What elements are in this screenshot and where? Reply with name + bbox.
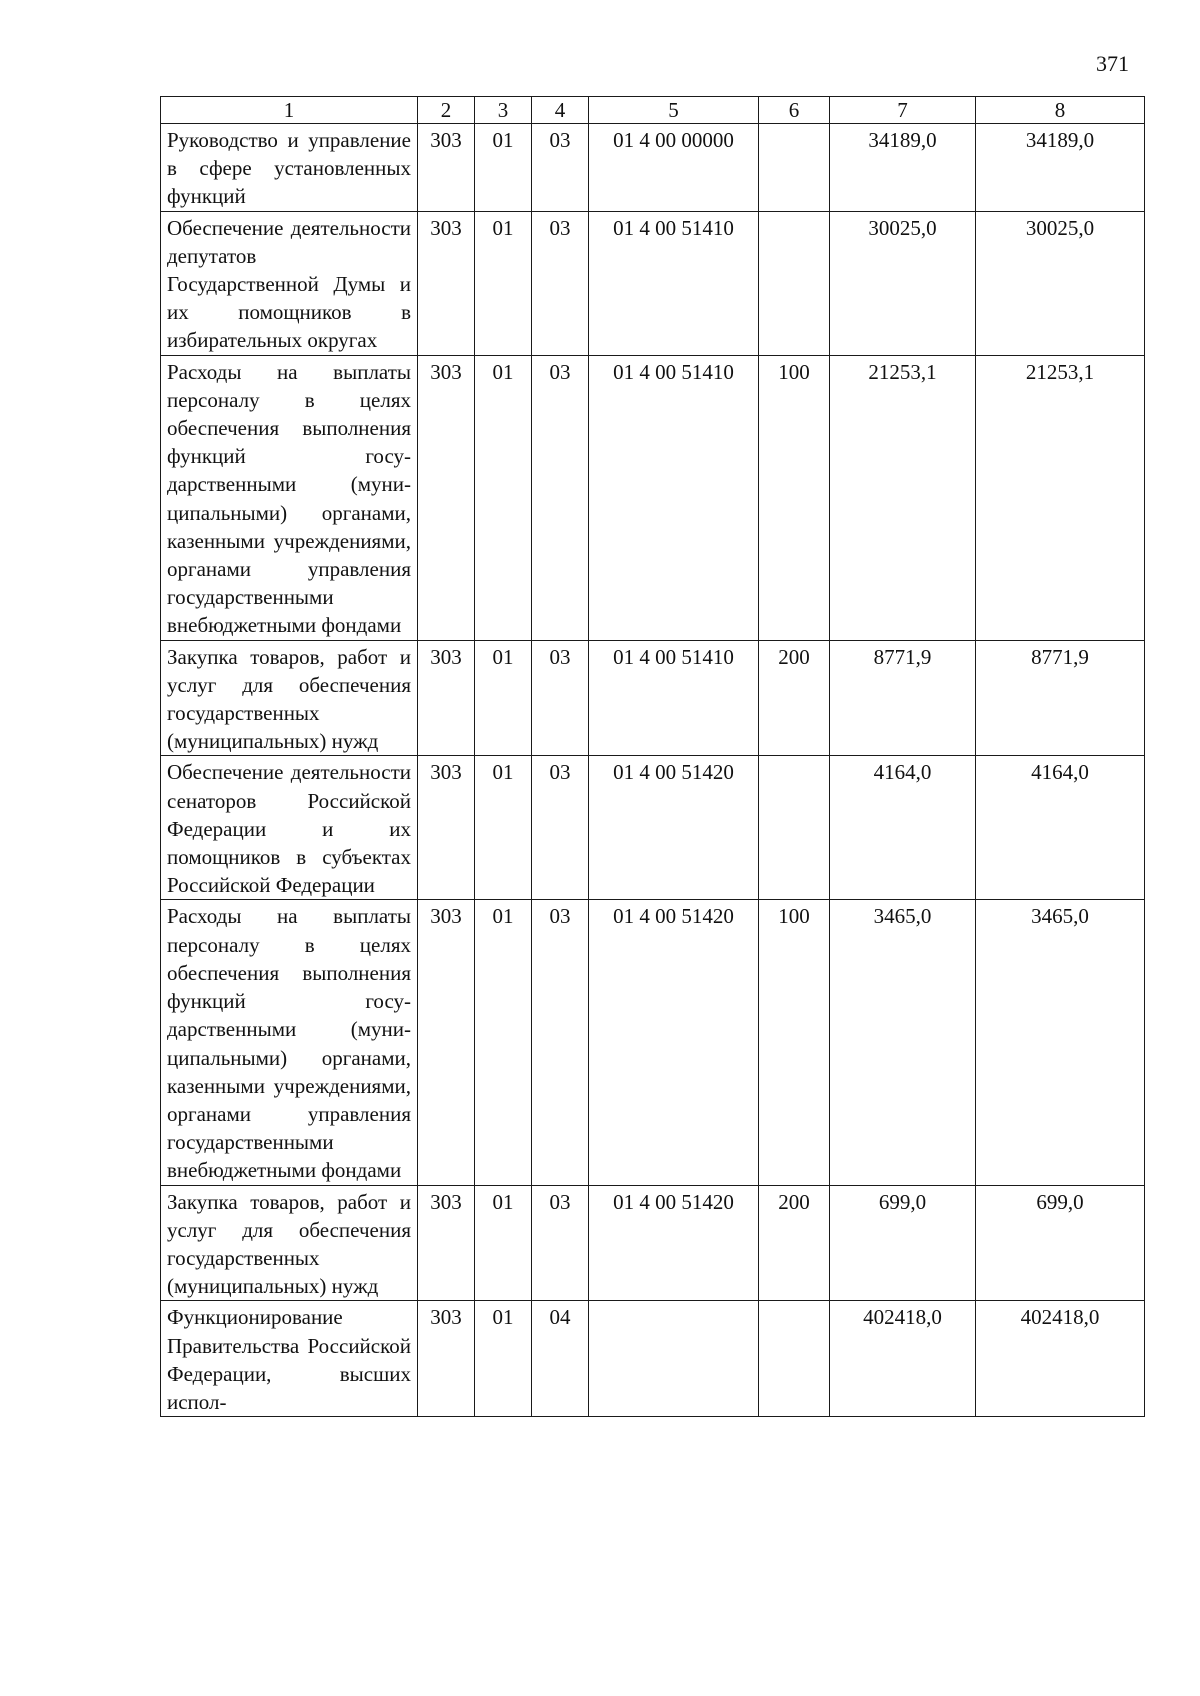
item-name: Расходы на выплаты персоналу в целях обеспечения выполнения функций государственными (муниципальными) органами, казенными учреждениями, органами управления государственными внебюджетными фондами <box>161 355 418 640</box>
amount-column-8: 8771,9 <box>976 640 1145 756</box>
target-article-code: 01 4 00 51420 <box>589 1185 759 1301</box>
table-row <box>161 355 1145 640</box>
item-name: Обеспечение деятельности сенаторов Российской Федерации и их помощников в субъектах Российской Федерации <box>161 756 418 900</box>
budget-table <box>160 96 1145 1417</box>
ministry-code: 303 <box>418 355 475 640</box>
table-row <box>161 211 1145 355</box>
ministry-code: 303 <box>418 124 475 212</box>
amount-column-7: 699,0 <box>830 1185 976 1301</box>
section-code: 01 <box>475 756 532 900</box>
target-article-code: 01 4 00 00000 <box>589 124 759 212</box>
table-row <box>161 900 1145 1185</box>
ministry-code: 303 <box>418 900 475 1185</box>
ministry-code: 303 <box>418 1301 475 1417</box>
item-name: Обеспечение деятельности депутатов Государственной Думы и их помощников в избирательных округах <box>161 211 418 355</box>
table-row <box>161 756 1145 900</box>
section-code: 01 <box>475 124 532 212</box>
amount-column-8: 3465,0 <box>976 900 1145 1185</box>
subsection-code: 03 <box>532 124 589 212</box>
section-code: 01 <box>475 211 532 355</box>
table-row <box>161 640 1145 756</box>
expense-type-code: 200 <box>759 1185 830 1301</box>
amount-column-8: 30025,0 <box>976 211 1145 355</box>
amount-column-7: 3465,0 <box>830 900 976 1185</box>
ministry-code: 303 <box>418 640 475 756</box>
table-row <box>161 124 1145 212</box>
column-header: 5 <box>589 97 759 124</box>
item-name: Закупка товаров, работ и услуг для обеспечения государственных (муниципальных) нужд <box>161 1185 418 1301</box>
amount-column-7: 21253,1 <box>830 355 976 640</box>
target-article-code <box>589 1301 759 1417</box>
subsection-code: 03 <box>532 640 589 756</box>
section-code: 01 <box>475 900 532 1185</box>
expense-type-code <box>759 124 830 212</box>
amount-column-8: 34189,0 <box>976 124 1145 212</box>
amount-column-8: 699,0 <box>976 1185 1145 1301</box>
ministry-code: 303 <box>418 756 475 900</box>
amount-column-7: 402418,0 <box>830 1301 976 1417</box>
target-article-code: 01 4 00 51410 <box>589 355 759 640</box>
amount-column-8: 21253,1 <box>976 355 1145 640</box>
page-number: 371 <box>1096 51 1129 76</box>
amount-column-7: 4164,0 <box>830 756 976 900</box>
amount-column-7: 34189,0 <box>830 124 976 212</box>
table-row <box>161 1185 1145 1301</box>
section-code: 01 <box>475 355 532 640</box>
target-article-code: 01 4 00 51410 <box>589 211 759 355</box>
subsection-code: 03 <box>532 211 589 355</box>
target-article-code: 01 4 00 51410 <box>589 640 759 756</box>
header-row <box>161 97 1145 124</box>
subsection-code: 04 <box>532 1301 589 1417</box>
ministry-code: 303 <box>418 211 475 355</box>
column-header: 6 <box>759 97 830 124</box>
subsection-code: 03 <box>532 1185 589 1301</box>
amount-column-7: 30025,0 <box>830 211 976 355</box>
section-code: 01 <box>475 640 532 756</box>
item-name: Расходы на выплаты персоналу в целях обеспечения выполнения функций государственными (муниципальными) органами, казенными учреждениями, органами управления государственными внебюджетными фондами <box>161 900 418 1185</box>
column-header: 4 <box>532 97 589 124</box>
target-article-code: 01 4 00 51420 <box>589 756 759 900</box>
item-name: Функционирование Правительства Российской Федерации, высших испол- <box>161 1301 418 1417</box>
amount-column-8: 4164,0 <box>976 756 1145 900</box>
section-code: 01 <box>475 1185 532 1301</box>
column-header: 2 <box>418 97 475 124</box>
target-article-code: 01 4 00 51420 <box>589 900 759 1185</box>
table-row <box>161 1301 1145 1417</box>
column-header: 8 <box>976 97 1145 124</box>
subsection-code: 03 <box>532 355 589 640</box>
ministry-code: 303 <box>418 1185 475 1301</box>
expense-type-code: 200 <box>759 640 830 756</box>
expense-type-code: 100 <box>759 355 830 640</box>
amount-column-7: 8771,9 <box>830 640 976 756</box>
expense-type-code <box>759 756 830 900</box>
expense-type-code: 100 <box>759 900 830 1185</box>
column-header: 7 <box>830 97 976 124</box>
expense-type-code <box>759 1301 830 1417</box>
section-code: 01 <box>475 1301 532 1417</box>
subsection-code: 03 <box>532 900 589 1185</box>
subsection-code: 03 <box>532 756 589 900</box>
column-header: 1 <box>161 97 418 124</box>
amount-column-8: 402418,0 <box>976 1301 1145 1417</box>
expense-type-code <box>759 211 830 355</box>
column-header: 3 <box>475 97 532 124</box>
item-name: Закупка товаров, работ и услуг для обеспечения государственных (муниципальных) нужд <box>161 640 418 756</box>
item-name: Руководство и управление в сфере установленных функций <box>161 124 418 212</box>
